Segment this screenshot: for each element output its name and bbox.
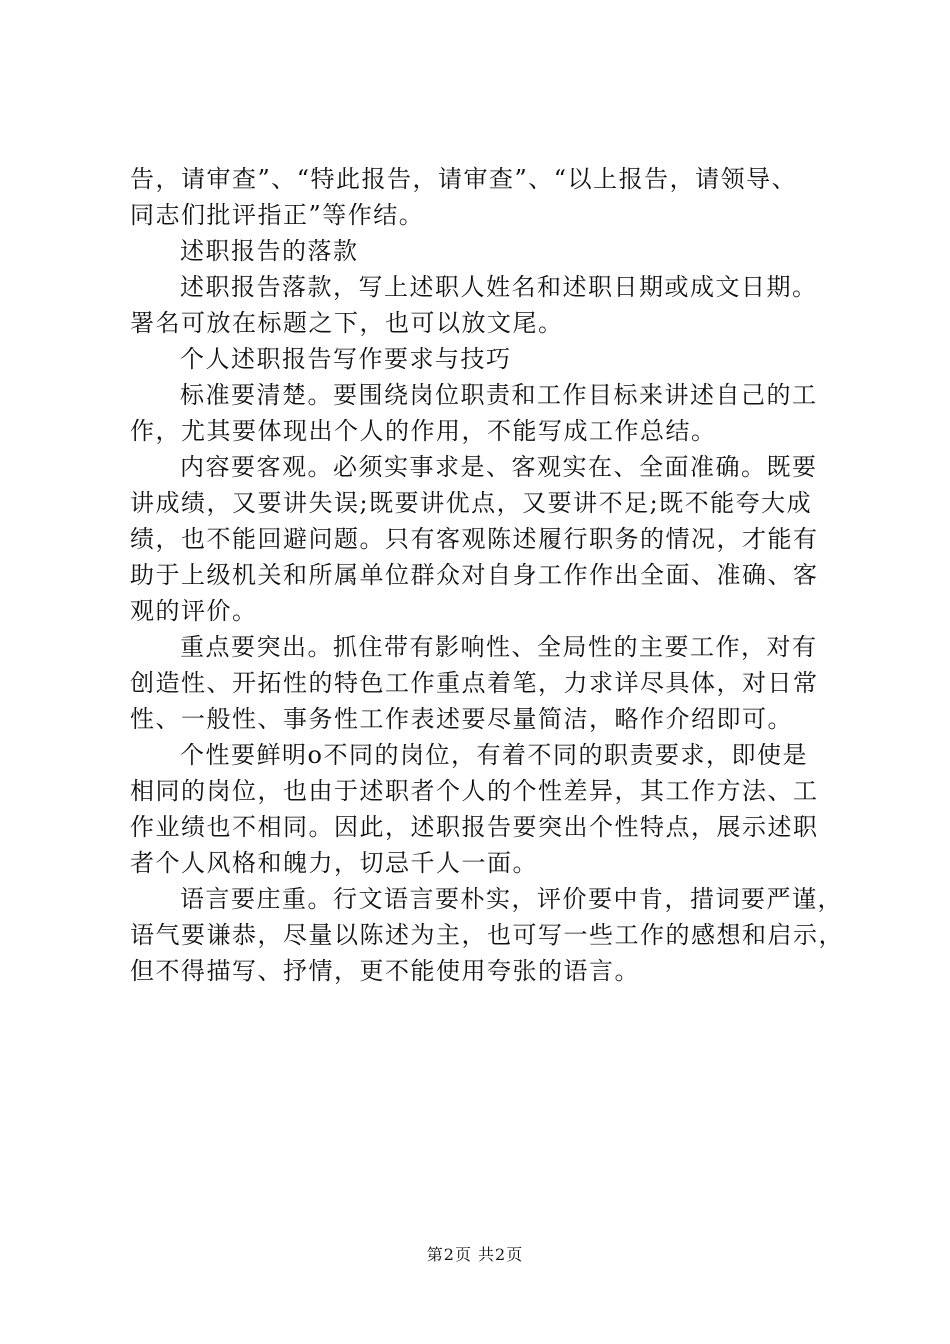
paragraph-start: 述职报告落款，写上述职人姓名和述职日期或成文日期。 <box>180 273 818 301</box>
paragraph-start: 语言要庄重。行文语言要朴实，评价要中肯，措词要严谨， <box>180 885 843 913</box>
text-line: 者个人风格和魄力，切忌千人一面。 <box>130 849 538 877</box>
paragraph-start: 标准要清楚。要围绕岗位职责和工作目标来讲述自己的工 <box>180 381 818 409</box>
text-line: 作业绩也不相同。因此，述职报告要突出个性特点，展示述职 <box>130 813 819 841</box>
paragraph-start: 重点要突出。抓住带有影响性、全局性的主要工作，对有 <box>180 633 818 661</box>
section-heading: 述职报告的落款 <box>180 237 359 265</box>
page-number-footer: 第2页 共2页 <box>426 1245 524 1264</box>
paragraph-start: 内容要客观。必须实事求是、客观实在、全面准确。既要 <box>180 453 818 481</box>
text-line: 助于上级机关和所属单位群众对自身工作作出全面、准确、客 <box>130 561 819 589</box>
text-line: 告，请审查”、“特此报告，请审查”、“以上报告，请领导、 <box>130 165 798 193</box>
text-line: 性、一般性、事务性工作表述要尽量简洁，略作介绍即可。 <box>130 705 793 733</box>
text-line: 创造性、开拓性的特色工作重点着笔，力求详尽具体，对日常 <box>130 669 819 697</box>
text-line: 同志们批评指正”等作结。 <box>130 201 425 229</box>
document-body <box>130 161 844 989</box>
section-heading: 个人述职报告写作要求与技巧 <box>180 345 512 373</box>
text-line: 但不得描写、抒情，更不能使用夸张的语言。 <box>130 957 640 985</box>
paragraph-start: 个性要鲜明o不同的岗位，有着不同的职责要求，即使是 <box>180 741 808 769</box>
text-line: 作，尤其要体现出个人的作用，不能写成工作总结。 <box>130 417 717 445</box>
text-line: 相同的岗位，也由于述职者个人的个性差异，其工作方法、工 <box>130 777 819 805</box>
text-line: 绩，也不能回避问题。只有客观陈述履行职务的情况，才能有 <box>130 525 819 553</box>
text-line: 观的评价。 <box>130 597 258 625</box>
text-line: 署名可放在标题之下，也可以放文尾。 <box>130 309 564 337</box>
text-line: 语气要谦恭，尽量以陈述为主，也可写一些工作的感想和启示， <box>130 921 844 949</box>
text-line: 讲成绩，又要讲失误;既要讲优点，又要讲不足;既不能夸大成 <box>130 489 813 517</box>
